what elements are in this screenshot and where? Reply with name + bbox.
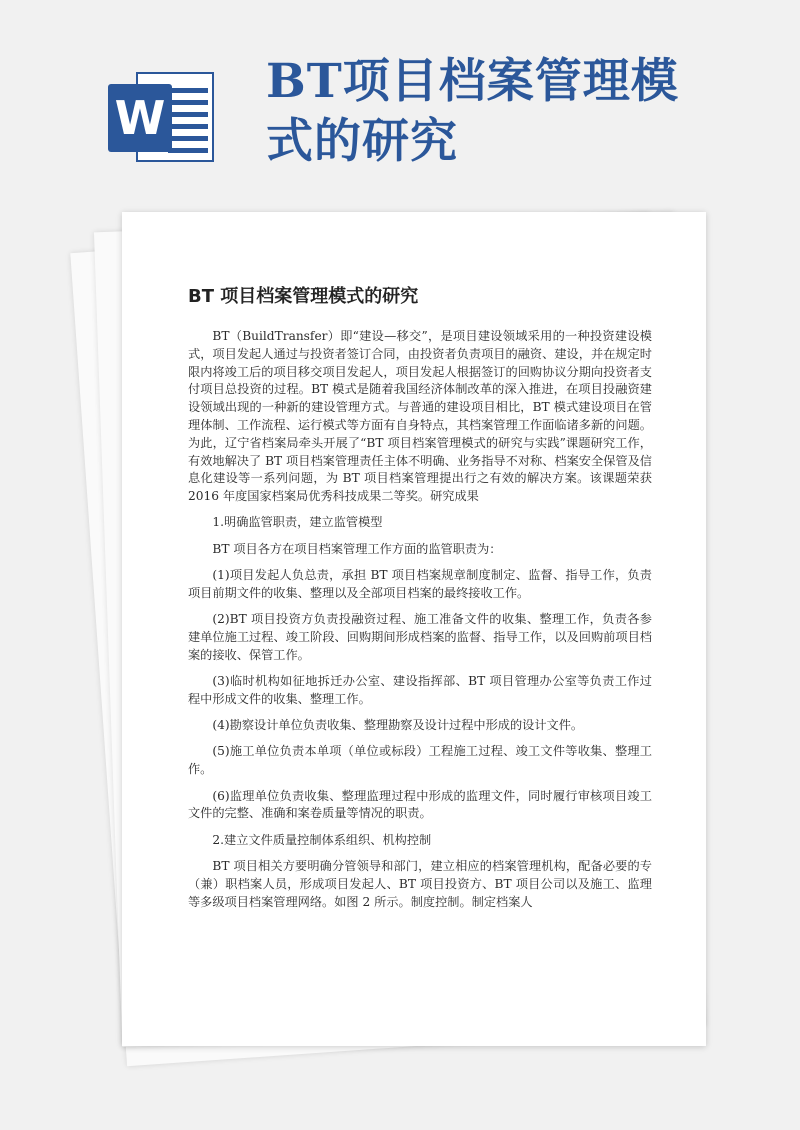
paragraph: BT（BuildTransfer）即“建设—移交”，是项目建设领域采用的一种投资建设模式，项目发起人通过与投资者签订合同，由投资者负责项目的融资、建设，并在规定时限内将竣工后的项目移交项目发起人，项目发起人根据签订的回购协议分期向投资者支付项目总投资的过程。BT 模式是随着我国经济体制改革的深入推进，在项目投融资建设领域出现的一种新的建设管理方式。与普通的建设项目相比，BT 模式建设项目在管理体制、工作流程、运行模式等方面有自身特点，其档案管理工作面临诸多新的问题。为此，辽宁省档案局牵头开展了“BT 项目档案管理模式的研究与实践”课题研究工作，有效地解决了 BT 项目档案管理责任主体不明确、业务指导不对称、档案安全保管及信息化建设等一系列问题，为 BT 项目档案管理提出行之有效的解决方案。该课题荣获 2016 年度国家档案局优秀科技成果二等奖。研究成果 [188,329,652,504]
main-title: BT项目档案管理模式的研究 [266,54,679,169]
section-heading: 2.建立文件质量控制体系组织、机构控制 [212,832,432,847]
list-item: (3)临时机构如征地拆迁办公室、建设指挥部、BT 项目管理办公室等负责工作过程中形成文件的收集、整理工作。 [188,674,652,706]
document-title: BT 项目档案管理模式的研究 [188,286,419,307]
paragraph: BT 项目各方在项目档案管理工作方面的监管职责为： [212,541,502,556]
word-icon-badge: W [108,84,172,152]
list-item: (5)施工单位负责本单项（单位或标段）工程施工过程、竣工文件等收集、整理工作。 [188,744,652,777]
paragraph: BT 项目相关方要明确分管领导和部门，建立相应的档案管理机构，配备必要的专（兼）职档案人员，形成项目发起人、BT 项目投资方、BT 项目公司以及施工、监理等多级项目档案管理网络。如图 2 所示。制度控制。制定档案人 [188,858,652,909]
document-body [188,328,652,920]
list-item: (4)勘察设计单位负责收集、整理勘察及设计过程中形成的设计文件。 [212,718,584,733]
page-header [0,0,800,200]
list-item: (1)项目发起人负总责，承担 BT 项目档案规章制度制定、监督、指导工作，负责项目前期文件的收集、整理以及全部项目档案的最终接收工作。 [188,568,652,600]
word-document-icon [108,72,214,162]
list-item: (2)BT 项目投资方负责投融资过程、施工准备文件的收集、整理工作，负责各参建单位施工过程、竣工阶段、回购期间形成档案的监督、指导工作，以及回购前项目档案的接收、保管工作。 [188,612,652,662]
section-heading: 1.明确监管职责，建立监管模型 [212,515,383,530]
document-page [122,212,706,1046]
list-item: (6)监理单位负责收集、整理监理过程中形成的监理文件，同时履行审核项目竣工文件的完整、准确和案卷质量等情况的职责。 [188,788,652,821]
